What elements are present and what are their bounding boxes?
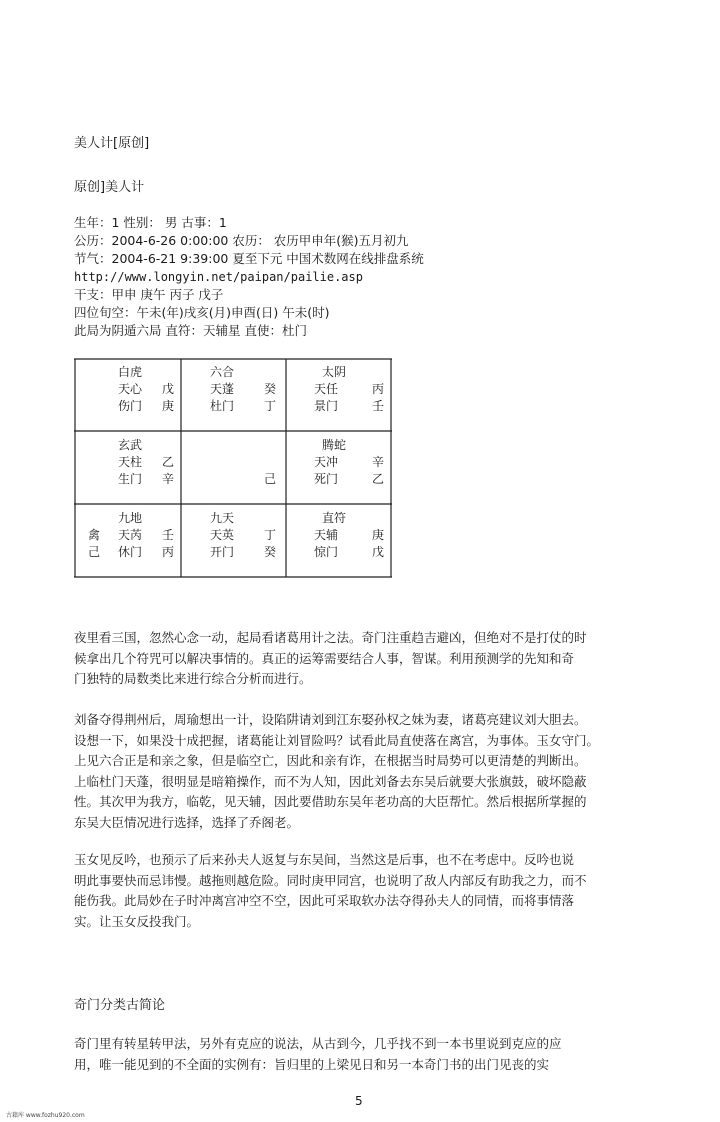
palace-door-row: 景门 壬 <box>314 399 384 413</box>
paragraph-line: 设想一下，如果没十成把握，诸葛能让刘冒险吗？试看此局直使落在离宫，为事体。玉女守门。 <box>74 732 600 748</box>
paragraph-line: 能伤我。此局妙在子时冲离宫冲空不空，因此可采取软办法夺得孙夫人的同情，而将事情落 <box>74 893 575 908</box>
paragraph-3 <box>74 850 674 932</box>
palace-god: 白虎 <box>118 365 143 379</box>
footer-watermark: 古籍库 www.fozhu920.com <box>6 1112 85 1119</box>
palace-god: 玄武 <box>118 438 143 452</box>
meta-line: 节气：2004-6-21 9:39:00 夏至下元 中国术数网在线排盘系统 <box>74 251 424 266</box>
meta-line: 此局为阴遁六局 直符：天辅星 直使：杜门 <box>74 323 307 338</box>
palace-cell <box>202 364 276 415</box>
palace-star-row: 天蓬 癸 <box>210 382 276 396</box>
paragraph-line: 东吴大臣情况进行选择，选择了乔阁老。 <box>74 814 300 830</box>
palace-door-row: 己 <box>263 472 276 486</box>
palace-door-row: 己 休门 丙 <box>88 545 174 559</box>
paragraph-line: 上临杜门天蓬，很明显是暗箱操作，而不为人知，因此刘备去东吴后就要大张旗鼓，破坏隐蔽 <box>74 773 587 789</box>
palace-star-row: 天辅 庚 <box>314 528 384 542</box>
palace-god: 六合 <box>210 365 235 379</box>
palace-star-row: 禽 天芮 壬 <box>88 528 174 542</box>
palace-god: 腾蛇 <box>322 438 347 452</box>
palace-door-row: 杜门 丁 <box>210 399 276 413</box>
paragraph-line: 候拿出几个符咒可以解决事情的。真正的运筹需要结合人事，智谋。利用预测学的先知和奇 <box>74 650 575 666</box>
palace-door-row: 伤门 庚 <box>118 399 174 413</box>
palace-door-row: 死门 乙 <box>314 472 384 486</box>
palace-star-row <box>202 454 276 471</box>
paragraph-line: 玉女见反吟，也预示了后来孙夫人返复与东吴间，当然这是后事，也不在考虑中。反吟也说 <box>74 852 575 867</box>
paragraph-line: 门独特的局数类比来进行综合分析而进行。 <box>74 671 312 686</box>
palace-god: 太阴 <box>322 365 347 379</box>
page-number: 5 <box>355 1094 363 1108</box>
palace-god <box>202 437 276 454</box>
palace-god: 九天 <box>210 511 235 525</box>
chart-meta <box>74 214 424 340</box>
paragraph-2 <box>74 710 674 833</box>
paragraph-1 <box>74 628 674 690</box>
paragraph-line: 夜里看三国，忽然心念一动，起局看诸葛用计之法。奇门注重趋吉避凶，但绝对不是打仗的时 <box>74 630 587 645</box>
palace-door-row: 生门 辛 <box>118 472 174 486</box>
palace-star-row: 天冲 辛 <box>314 455 384 469</box>
document-subtitle: 原创]美人计 <box>74 180 145 195</box>
palace-star-row: 天任 丙 <box>314 382 384 396</box>
palace-star-row: 天柱 乙 <box>118 455 174 469</box>
palace-cell <box>314 510 384 561</box>
palace-door-row: 惊门 戊 <box>314 545 384 559</box>
meta-line: 干支：甲申 庚午 丙子 戊子 <box>74 287 224 302</box>
section-2-body <box>74 1034 674 1075</box>
document-title: 美人计[原创] <box>74 136 150 151</box>
palace-cell <box>94 437 174 488</box>
meta-line: 公历：2004-6-26 0:00:00 农历： 农历甲申年(猴)五月初九 <box>74 233 409 248</box>
section-heading: 奇门分类古简论 <box>74 998 166 1013</box>
paragraph-line: 奇门里有转星转甲法，另外有克应的说法，从古到今，几乎找不到一本书里说到克应的应 <box>74 1036 562 1051</box>
paragraph-line: 刘备夺得荆州后，周瑜想出一计，设陷阱请刘到江东娶孙权之妹为妻，诸葛亮建议刘大胆去。 <box>74 712 587 727</box>
palace-cell <box>314 437 384 488</box>
palace-cell-center <box>202 437 276 488</box>
paragraph-line: 明此事要快而忌讳慢。越拖则越危险。同时庚甲同宫，也说明了敌人内部反有助我之力，而不 <box>74 872 587 888</box>
qimen-chart <box>74 358 392 578</box>
palace-god: 直符 <box>322 511 347 525</box>
meta-url: http://www.longyin.net/paipan/pailie.asp <box>74 270 363 284</box>
palace-star-row: 天英 丁 <box>210 528 276 542</box>
paragraph-line: 上见六合正是和亲之象，但是临空亡，因此和亲有诈，在根据当时局势可以更清楚的判断出。 <box>74 753 587 768</box>
paragraph-line: 性。其次甲为我方，临乾，见天辅，因此要借助东吴年老功高的大臣帮忙。然后根据所掌握的 <box>74 794 587 809</box>
paragraph-line: 实。让玉女反投我门。 <box>74 913 200 929</box>
palace-cell <box>94 364 174 415</box>
palace-star-row: 天心 戊 <box>118 382 174 396</box>
meta-line: 生年：1 性别： 男 古事：1 <box>74 215 227 230</box>
palace-god: 九地 <box>118 511 143 525</box>
paragraph-line: 用，唯一能见到的不全面的实例有：旨归里的上梁见日和另一本奇门书的出门见丧的实 <box>74 1056 550 1072</box>
palace-door-row: 开门 癸 <box>210 545 276 559</box>
palace-cell <box>314 364 384 415</box>
palace-cell <box>202 510 276 561</box>
palace-cell <box>88 510 174 561</box>
meta-line: 四位旬空：午未(年)戌亥(月)申酉(日) 午未(时) <box>74 305 330 320</box>
